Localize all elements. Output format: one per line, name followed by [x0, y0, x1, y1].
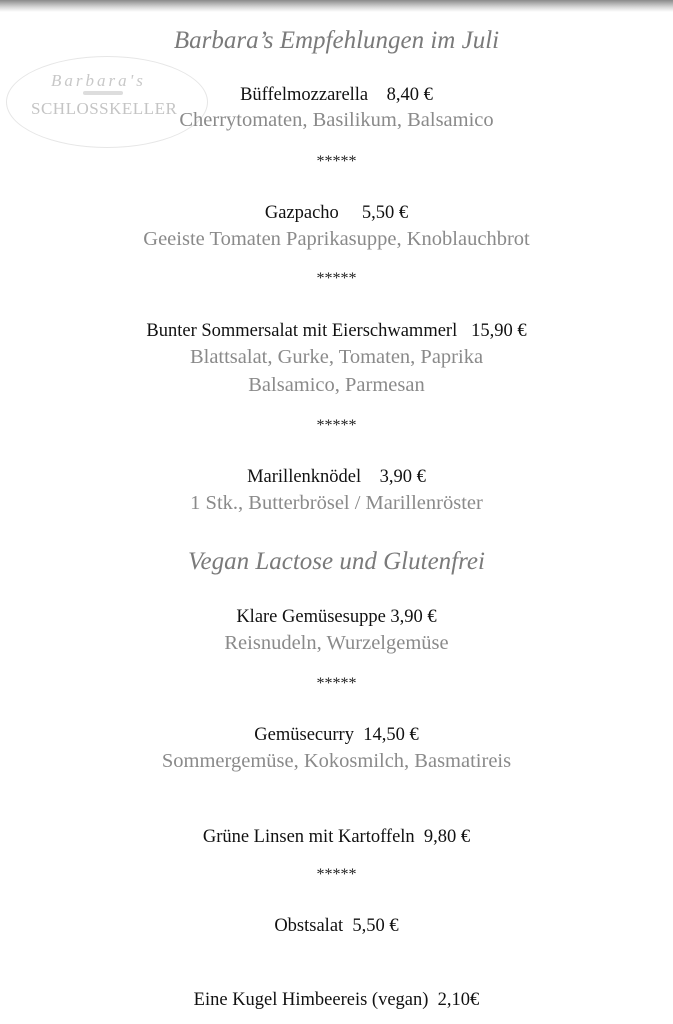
item-desc: Sommergemüse, Kokosmilch, Basmatireis	[161, 750, 512, 772]
logo-script: Barbara's	[51, 71, 146, 90]
separator: *****	[316, 675, 357, 692]
item-desc: Geeiste Tomaten Paprikasuppe, Knoblauchbrot	[143, 228, 530, 250]
separator: *****	[316, 417, 357, 434]
item-desc: Blattsalat, Gurke, Tomaten, Paprika	[189, 346, 484, 368]
item-name: Obstsalat 5,50 €	[274, 916, 399, 936]
item-desc: 1 Stk., Butterbrösel / Marillenröster	[190, 492, 483, 514]
logo-caps: SCHLOSSKELLER	[31, 99, 178, 118]
item-desc: Reisnudeln, Wurzelgemüse	[224, 632, 449, 654]
separator: *****	[316, 866, 357, 883]
item-name: Gemüsecurry 14,50 €	[254, 725, 419, 745]
item-name: Klare Gemüsesuppe 3,90 €	[236, 607, 437, 627]
section-title: Vegan Lactose und Glutenfrei	[188, 548, 485, 575]
item-name: Gazpacho 5,50 €	[264, 203, 409, 223]
top-shadow-bar	[0, 0, 673, 12]
item-name: Eine Kugel Himbeereis (vegan) 2,10€	[193, 990, 480, 1010]
item-name: Grüne Linsen mit Kartoffeln 9,80 €	[202, 827, 471, 847]
item-name: Bunter Sommersalat mit Eierschwammerl 15,90 €	[146, 321, 527, 341]
item-name: Büffelmozzarella 8,40 €	[240, 85, 433, 105]
separator: *****	[316, 270, 357, 287]
item-desc: Cherrytomaten, Basilikum, Balsamico	[179, 109, 494, 131]
separator: *****	[316, 153, 357, 170]
section-title: Barbara’s Empfehlungen im Juli	[173, 27, 500, 54]
item-desc: Balsamico, Parmesan	[248, 374, 425, 396]
item-name: Marillenknödel 3,90 €	[247, 467, 426, 487]
